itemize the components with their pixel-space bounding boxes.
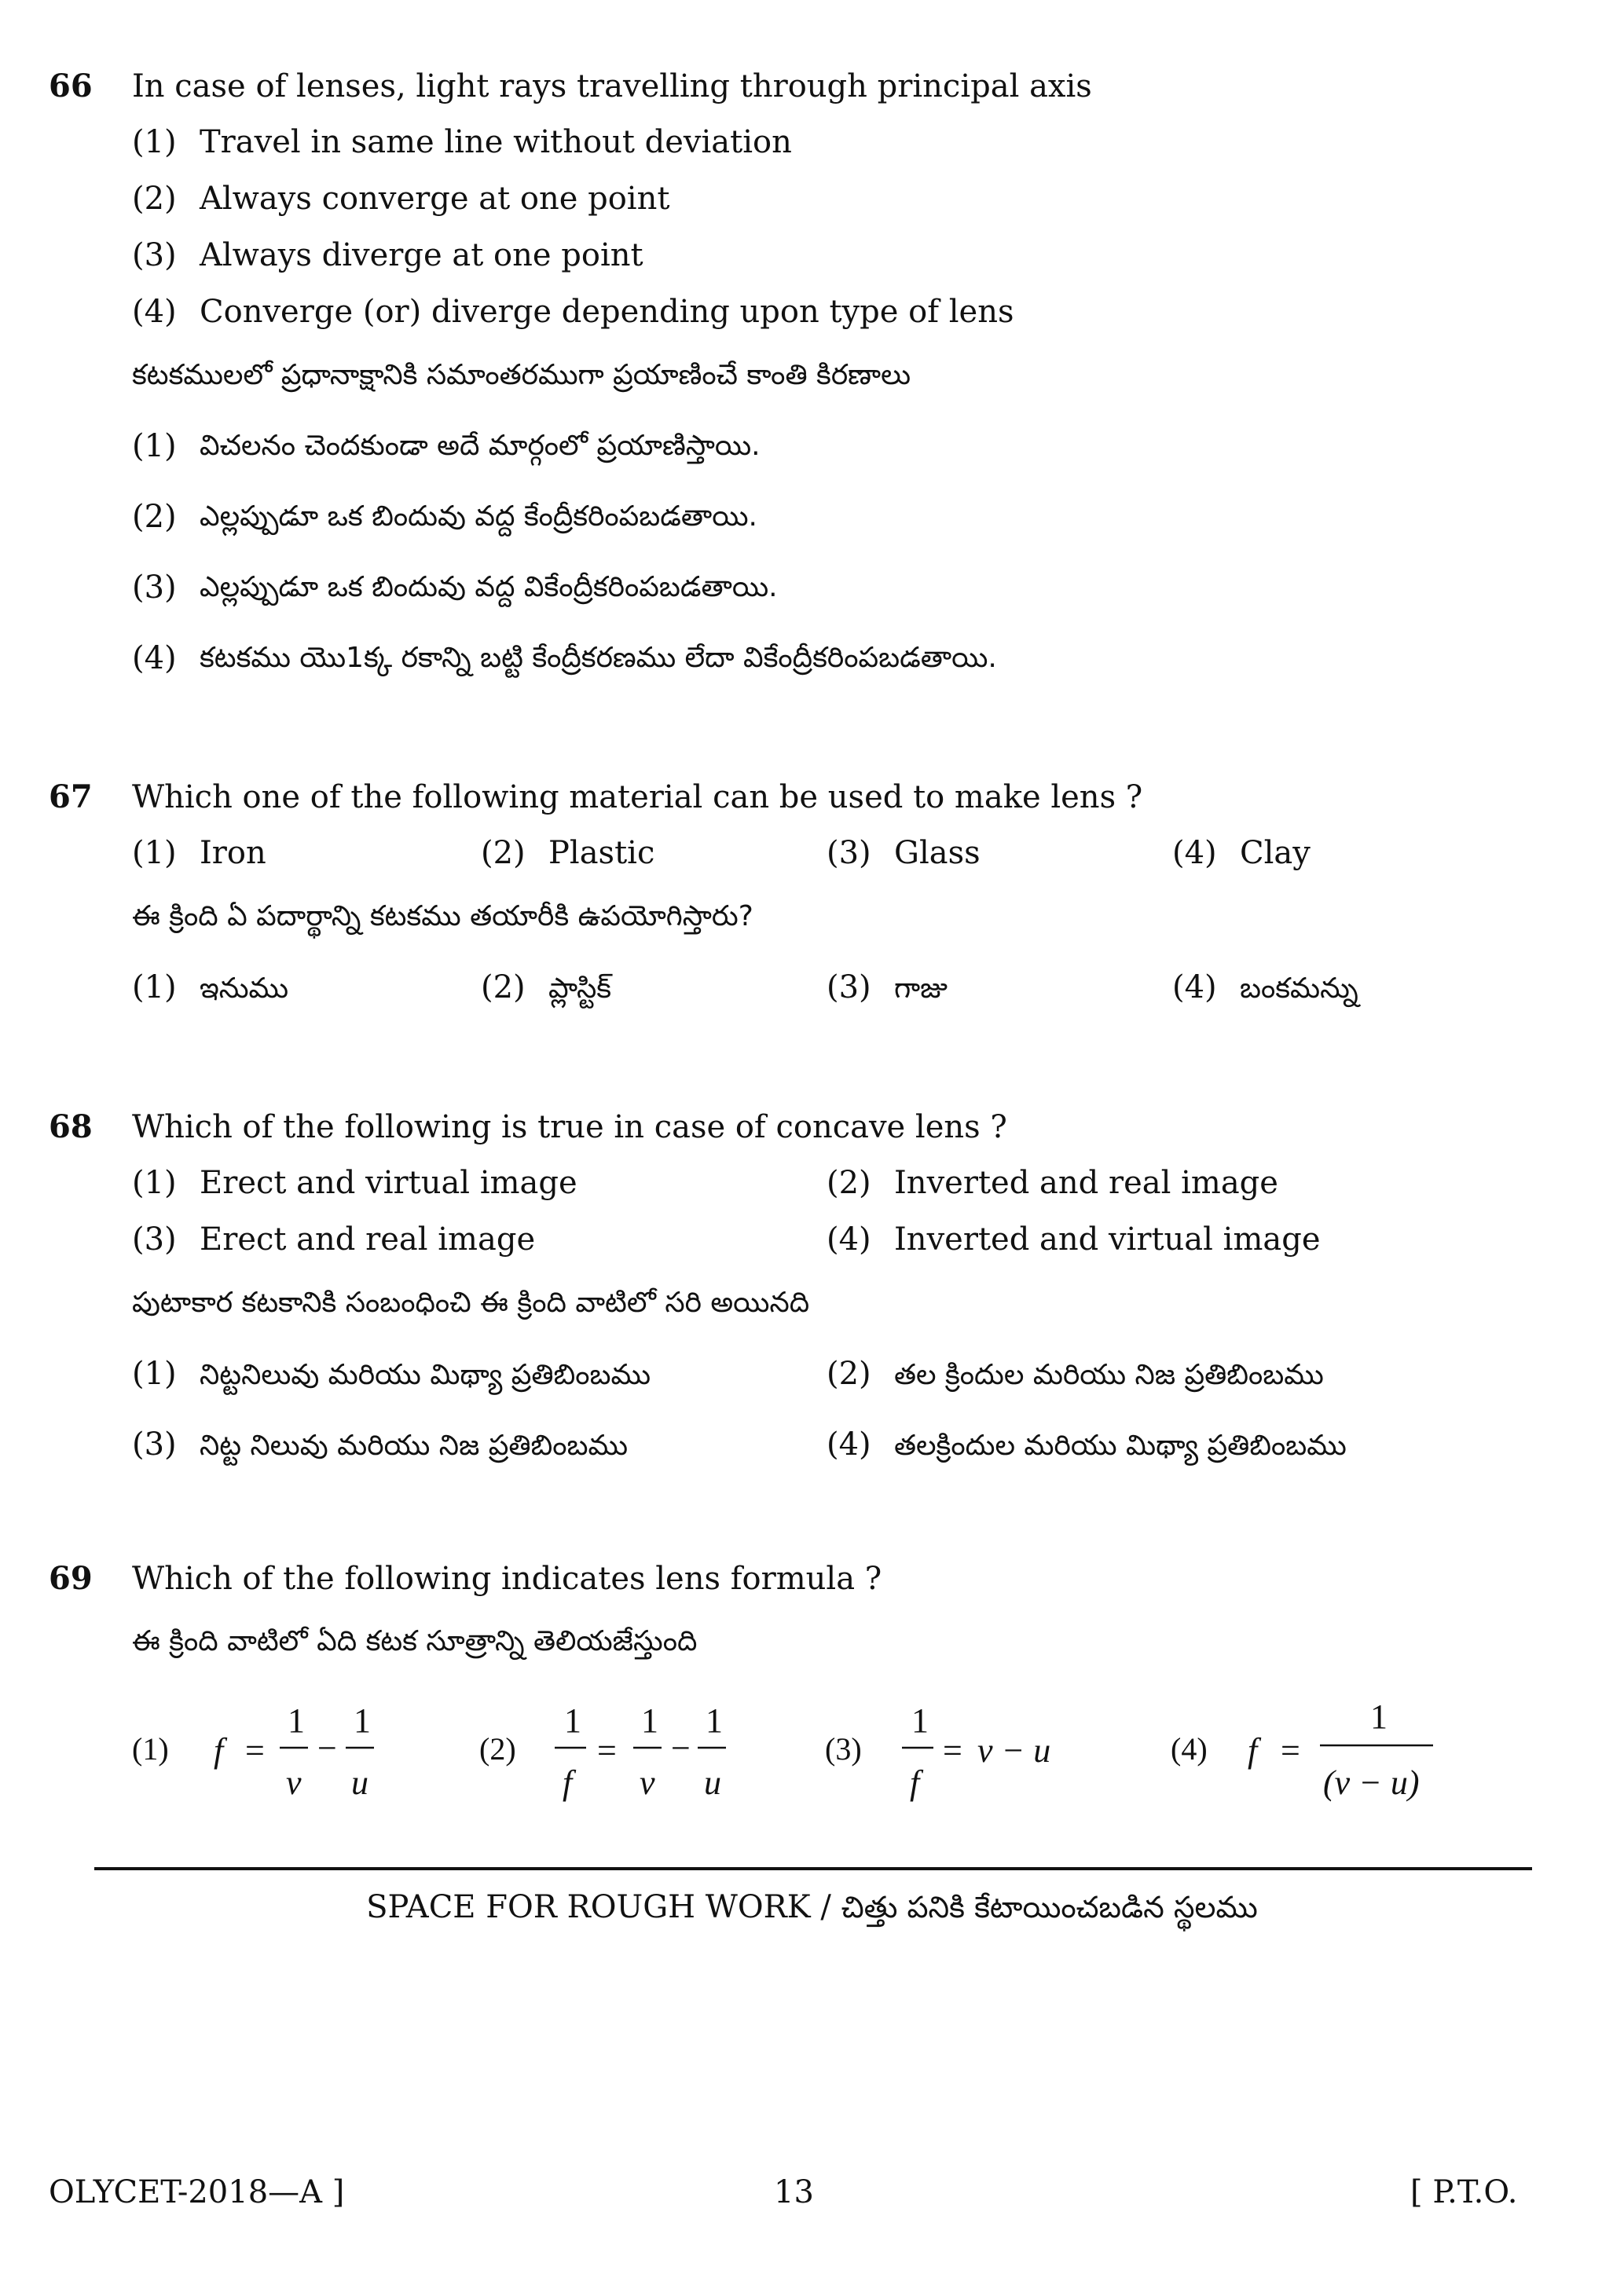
- formula-numerator: 1: [354, 1701, 371, 1740]
- telugu-question-text: ఈ క్రింది వాటిలో ఏది కటక సూత్రాన్ని తెలియజేస్తుంది: [132, 1625, 698, 1657]
- formula-option-2: [479, 1701, 726, 1802]
- question-number: 68: [49, 1108, 93, 1145]
- formula-lhs-numerator: 1: [911, 1701, 929, 1740]
- formula-denominator: v: [640, 1763, 655, 1802]
- option: (4) Inverted and virtual image: [827, 1221, 1321, 1258]
- telugu-option: (1) నిట్టనిలువు మరియు మిథ్యా ప్రతిబింబము: [132, 1356, 651, 1392]
- option: (1) Travel in same line without deviation: [132, 124, 792, 160]
- formula-numerator: 1: [641, 1701, 658, 1740]
- formula-lhs-denominator: f: [563, 1763, 573, 1802]
- formula-equals: =: [943, 1731, 962, 1770]
- telugu-option: (3) నిట్ట నిలువు మరియు నిజ ప్రతిబింబము: [132, 1426, 629, 1463]
- formula-numerator: 1: [706, 1701, 723, 1740]
- option: (3) Always diverge at one point: [132, 237, 643, 273]
- formula-denominator: v: [286, 1763, 302, 1802]
- telugu-option: (1) ఇనుము: [132, 969, 289, 1005]
- option: (2) Always converge at one point: [132, 181, 670, 217]
- formula-option-4: [1171, 1697, 1433, 1802]
- telugu-option: (2) తల క్రిందుల మరియు నిజ ప్రతిబింబము: [827, 1356, 1324, 1392]
- option: (4) Converge (or) diverge depending upon type of lens: [132, 294, 1014, 330]
- question-text: Which of the following is true in case of concave lens ?: [132, 1109, 1007, 1145]
- formula-equals: =: [597, 1731, 617, 1770]
- question-text: Which one of the following material can be used to make lens ?: [132, 779, 1143, 815]
- question-text: In case of lenses, light rays travelling through principal axis: [132, 68, 1092, 104]
- option: (1) Iron: [132, 835, 266, 871]
- telugu-question-text: ఈ క్రింది ఏ పదార్థాన్ని కటకము తయారీకి ఉపయోగిస్తారు?: [132, 900, 753, 932]
- question-number: 66: [49, 68, 93, 104]
- option: (4) Clay: [1172, 835, 1311, 871]
- telugu-option: (3) ఎల్లప్పుడూ ఒక బిందువు వద్ద వికేంద్రీకరింపబడతాయి.: [132, 569, 778, 606]
- question-text: Which of the following indicates lens formula ?: [132, 1561, 882, 1597]
- telugu-option: (4) కటకము యొ1క్క రకాన్ని బట్టి కేంద్రీకరణము లేదా వికేంద్రీకరింపబడతాయి.: [132, 640, 997, 676]
- formula-lhs-numerator: 1: [564, 1701, 581, 1740]
- telugu-question-text: పుటాకార కటకానికి సంబంధించి ఈ క్రింది వాటిలో సరి అయినది: [132, 1287, 810, 1319]
- telugu-question-text: కటకములలో ప్రధానాక్షానికి సమాంతరముగా ప్రయాణించే కాంతి కిరణాలు: [132, 359, 911, 391]
- option-number: (4): [1171, 1731, 1208, 1767]
- formula-numerator: 1: [1370, 1697, 1388, 1736]
- formula-rhs: v − u: [977, 1731, 1051, 1770]
- option-number: (1): [132, 1731, 169, 1767]
- footer-exam-code: OLYCET-2018—A ]: [49, 2174, 345, 2210]
- option-number: (3): [825, 1731, 862, 1767]
- option: (2) Inverted and real image: [827, 1165, 1278, 1201]
- question-number: 69: [49, 1560, 93, 1597]
- option: (3) Erect and real image: [132, 1221, 536, 1258]
- formula-numerator: 1: [288, 1701, 305, 1740]
- telugu-option: (3) గాజు: [827, 969, 948, 1005]
- formula-option-3: [825, 1701, 1050, 1802]
- formula-lhs-denominator: f: [910, 1763, 920, 1802]
- telugu-option: (4) తలక్రిందుల మరియు మిథ్యా ప్రతిబింబము: [827, 1426, 1347, 1463]
- rough-work-english: SPACE FOR ROUGH WORK /: [366, 1889, 831, 1925]
- rough-work-heading: [0, 1889, 1624, 1932]
- formula-denominator: (v − u): [1323, 1763, 1420, 1802]
- telugu-option: (2) ఎల్లప్పుడూ ఒక బిందువు వద్ద కేంద్రీకరింపబడతాయి.: [132, 499, 758, 535]
- formula-lhs: f: [1248, 1731, 1258, 1770]
- formula-equals: =: [1281, 1731, 1300, 1770]
- formula-lhs: f: [214, 1731, 224, 1770]
- telugu-option: (4) బంకమన్ను: [1172, 969, 1358, 1005]
- footer-page-number: 13: [774, 2174, 814, 2210]
- formula-minus: −: [317, 1729, 337, 1767]
- option: (2) Plastic: [481, 835, 655, 871]
- formula-minus: −: [671, 1729, 691, 1767]
- option-number: (2): [479, 1731, 516, 1767]
- footer-pto: [ P.T.O.: [1410, 2174, 1518, 2210]
- telugu-option: (2) ప్లాస్టిక్: [481, 969, 612, 1005]
- rough-work-telugu: చిత్తు పనికి కేటాయించబడిన స్థలము: [841, 1890, 1258, 1924]
- formula-equals: =: [245, 1731, 265, 1770]
- formula-denominator: u: [704, 1763, 721, 1802]
- option: (3) Glass: [827, 835, 981, 871]
- divider-line: [94, 1867, 1532, 1870]
- telugu-option: (1) విచలనం చెందకుండా అదే మార్గంలో ప్రయాణిస్తాయి.: [132, 428, 761, 464]
- option: (1) Erect and virtual image: [132, 1165, 577, 1201]
- question-number: 67: [49, 778, 93, 815]
- formula-option-1: [132, 1701, 374, 1802]
- formula-denominator: u: [351, 1763, 368, 1802]
